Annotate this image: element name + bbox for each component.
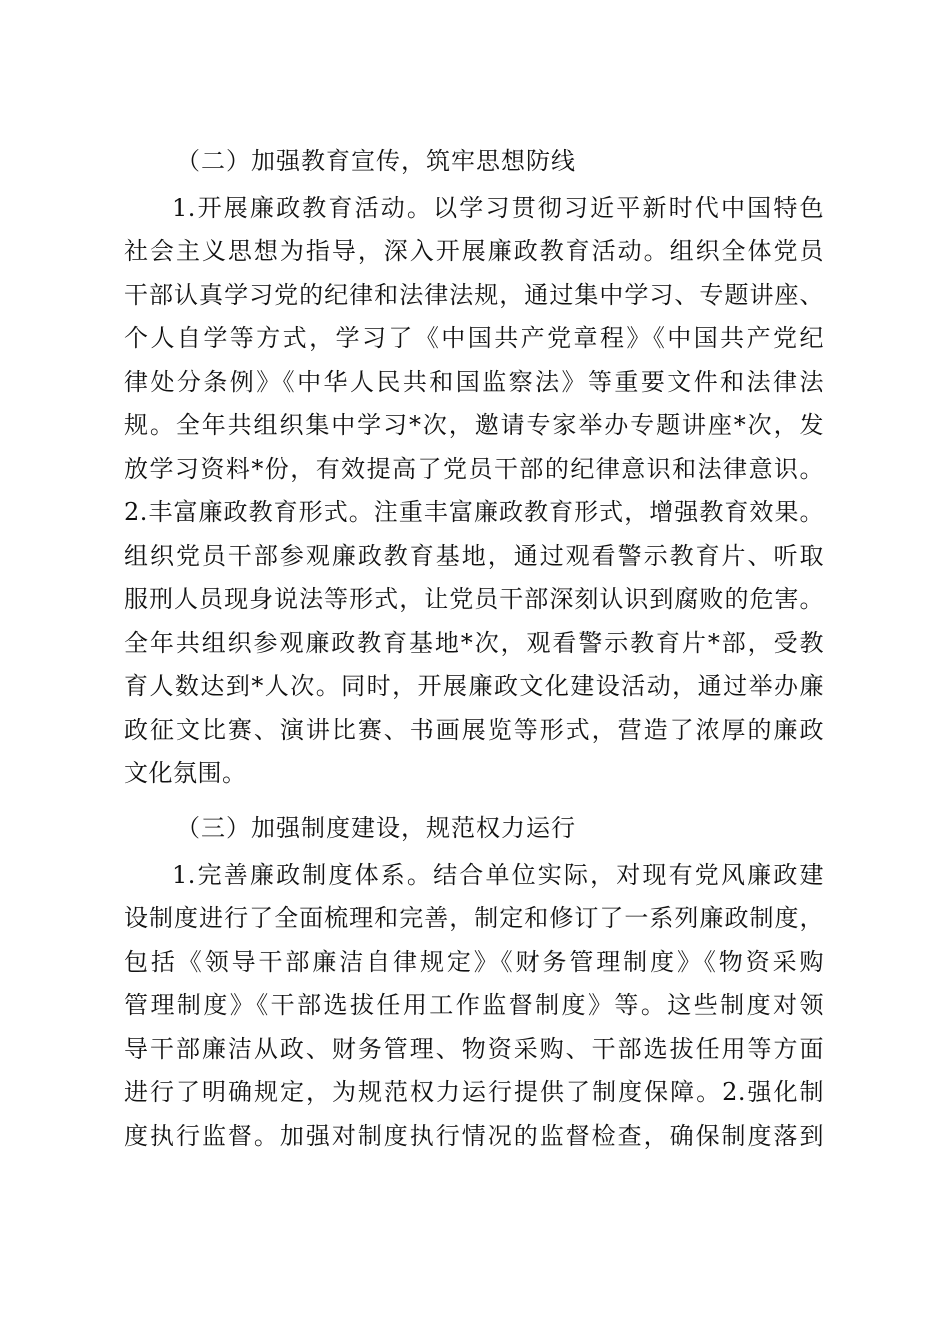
paragraph-line: 全年共组织参观廉政教育基地*次，观看警示教育片*部，受教 [124,629,824,657]
paragraph-line: 设制度进行了全面梳理和完善，制定和修订了一系列廉政制度， [124,904,824,932]
paragraph-line: 管理制度》《干部选拔任用工作监督制度》等。这些制度对领 [124,991,824,1019]
paragraph-line: 政征文比赛、演讲比赛、书画展览等形式，营造了浓厚的廉政 [124,716,824,744]
paragraph-line: 组织党员干部参观廉政教育基地，通过观看警示教育片、听取 [124,542,824,570]
paragraph-line: 1.开展廉政教育活动。以学习贯彻习近平新时代中国特色 [172,194,824,222]
paragraph-line: 2.丰富廉政教育形式。注重丰富廉政教育形式，增强教育效果。 [124,498,824,526]
paragraph-line: 放学习资料*份，有效提高了党员干部的纪律意识和法律意识。 [124,455,824,483]
paragraph-line: 个人自学等方式，学习了《中国共产党章程》《中国共产党纪 [124,324,824,352]
paragraph-line: 律处分条例》《中华人民共和国监察法》等重要文件和法律法 [124,368,824,396]
paragraph-line: 包括《领导干部廉洁自律规定》《财务管理制度》《物资采购 [124,948,824,976]
paragraph-line: 1.完善廉政制度体系。结合单位实际，对现有党风廉政建 [172,861,824,889]
paragraph-line: 进行了明确规定，为规范权力运行提供了制度保障。2.强化制 [124,1078,824,1106]
paragraph-line: 育人数达到*人次。同时，开展廉政文化建设活动，通过举办廉 [124,672,824,700]
section-heading: （二）加强教育宣传，筑牢思想防线 [176,147,576,175]
paragraph-line: 导干部廉洁从政、财务管理、物资采购、干部选拔任用等方面 [124,1035,824,1063]
paragraph-line: 社会主义思想为指导，深入开展廉政教育活动。组织全体党员 [124,237,824,265]
paragraph-line: 规。全年共组织集中学习*次，邀请专家举办专题讲座*次，发 [124,411,824,439]
section-heading: （三）加强制度建设，规范权力运行 [176,814,576,842]
paragraph-line: 干部认真学习党的纪律和法律法规，通过集中学习、专题讲座、 [124,281,824,309]
paragraph-line: 服刑人员现身说法等形式，让党员干部深刻认识到腐败的危害。 [124,585,824,613]
paragraph-line: 度执行监督。加强对制度执行情况的监督检查，确保制度落到 [124,1122,824,1150]
paragraph-line: 文化氛围。 [124,759,247,787]
